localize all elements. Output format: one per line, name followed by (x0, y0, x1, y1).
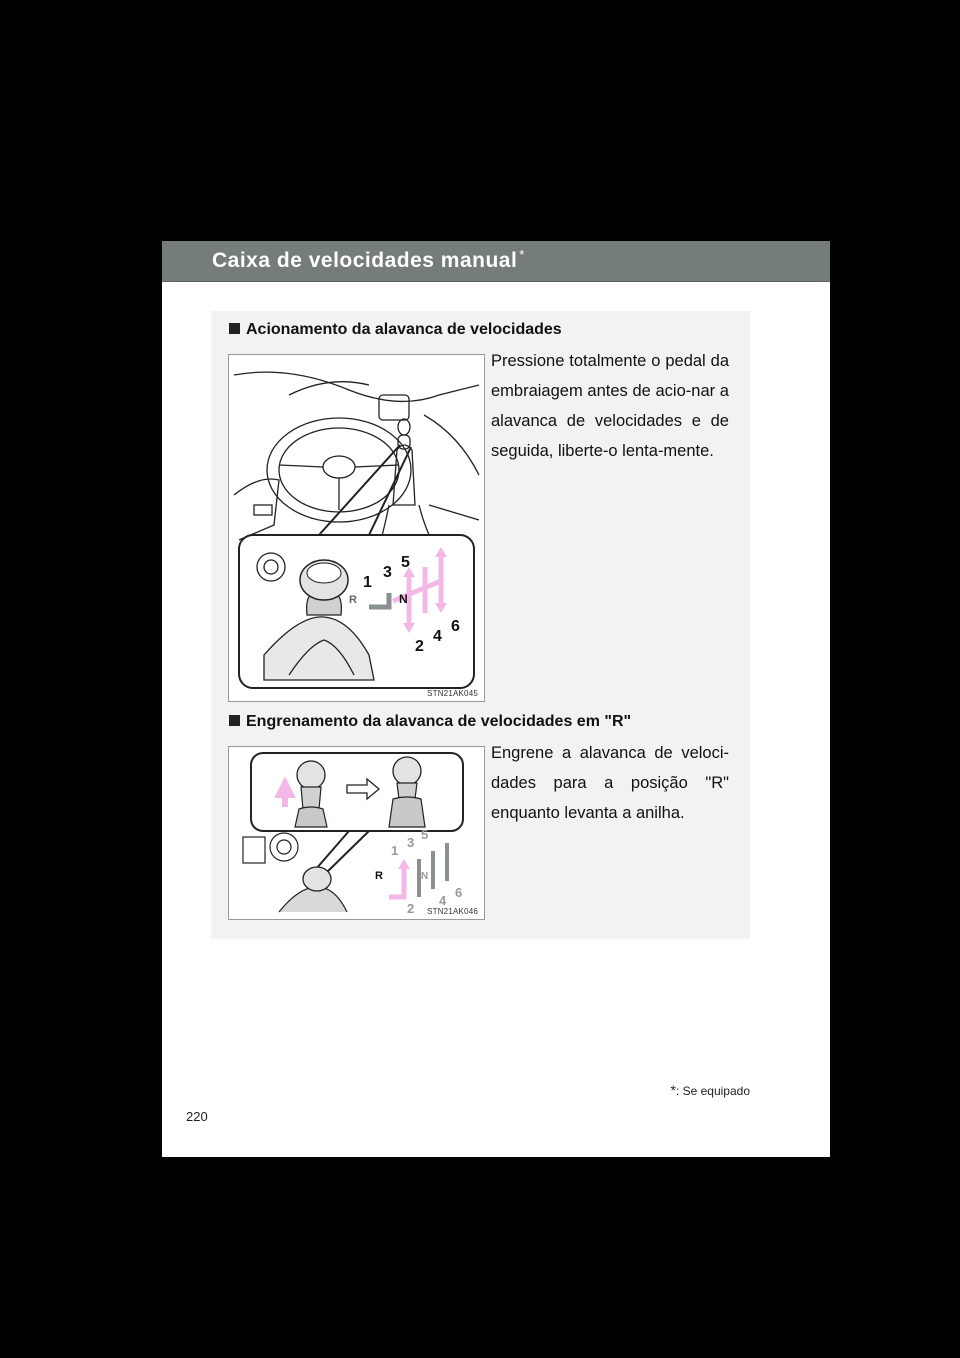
gear-label-4: 4 (433, 628, 442, 645)
gear-label-3: 3 (383, 564, 392, 581)
content-panel (211, 311, 750, 939)
figure-gear-shift-pattern (228, 354, 485, 702)
reverse-gear-illustration (229, 747, 484, 919)
figure-code: STN21AK045 (427, 689, 478, 698)
footnote: *: Se equipado (670, 1082, 750, 1098)
section-heading-reverse: Engrenamento da alavanca de velocidades em "R" (229, 713, 631, 731)
gear-label-1: 1 (363, 574, 372, 591)
reverse-label-4: 4 (439, 893, 447, 908)
reverse-label-r: R (375, 870, 383, 882)
section-heading-shift-operation: Acionamento da alavanca de velocidades (229, 321, 562, 339)
reverse-label-2: 2 (407, 901, 415, 916)
reverse-label-1: 1 (391, 843, 399, 858)
gear-label-5: 5 (401, 554, 410, 571)
figure-code: STN21AK046 (427, 907, 478, 916)
reverse-label-6: 6 (455, 885, 463, 900)
equipped-mark: * (519, 247, 525, 262)
gear-label-r: R (349, 594, 357, 606)
gear-label-2: 2 (415, 638, 424, 655)
square-bullet-icon (229, 715, 240, 726)
reverse-label-5: 5 (421, 827, 429, 842)
reverse-label-n: N (421, 871, 429, 882)
reverse-label-3: 3 (407, 835, 415, 850)
shift-operation-text: Pressione totalmente o pedal da embraiagem antes de acio-nar a alavanca de velocidades e de seguida, liberte-o lenta-mente. (491, 352, 729, 460)
gear-label-6: 6 (451, 618, 460, 635)
page-number: 220 (186, 1109, 208, 1124)
square-bullet-icon (229, 323, 240, 334)
gear-label-n: N (399, 592, 408, 606)
page-title: Caixa de velocidades manual * (212, 247, 525, 272)
reverse-text: Engrene a alavanca de veloci-dades para a posição "R" enquanto levanta a anilha. (491, 744, 729, 822)
figure-reverse-gear (228, 746, 485, 920)
gear-shift-illustration (229, 355, 484, 701)
page-header (162, 241, 830, 282)
asterisk-icon: * (670, 1082, 676, 1098)
manual-page (162, 241, 830, 1157)
